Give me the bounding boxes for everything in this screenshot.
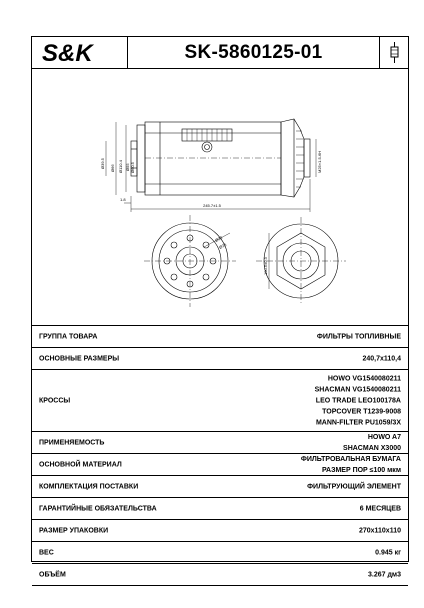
spec-label: ПРИМЕНЯЕМОСТЬ bbox=[39, 439, 105, 446]
header bbox=[32, 37, 408, 69]
spec-row bbox=[32, 564, 408, 586]
spec-value-line: 3.267 дм3 bbox=[368, 571, 401, 578]
spec-label: КОМПЛЕКТАЦИЯ ПОСТАВКИ bbox=[39, 483, 139, 490]
spec-label: КРОССЫ bbox=[39, 397, 71, 404]
technical-drawing-svg bbox=[32, 69, 408, 325]
spec-value-line: ФИЛЬТРЫ ТОПЛИВНЫЕ bbox=[316, 333, 401, 340]
spec-label: ГАРАНТИЙНЫЕ ОБЯЗАТЕЛЬСТВА bbox=[39, 505, 157, 512]
spec-value-line: 270x110x110 bbox=[358, 527, 401, 534]
spec-value-line: MANN-FILTER PU1059/3X bbox=[315, 419, 401, 426]
spec-value bbox=[343, 432, 401, 454]
fuel-filter-icon bbox=[380, 37, 409, 68]
spec-value-line: ФИЛЬТРОВАЛЬНАЯ БУМАГА bbox=[300, 455, 401, 463]
spec-value-line: SHACMAN VG1540080211 bbox=[314, 386, 401, 393]
spec-value-line: 240,7x110,4 bbox=[362, 355, 401, 362]
spec-row bbox=[32, 454, 408, 476]
spec-value-line: HOWO A7 bbox=[367, 433, 401, 441]
spec-value bbox=[368, 569, 401, 580]
spec-row bbox=[32, 348, 408, 370]
spec-value bbox=[301, 454, 401, 476]
spec-value-line: 0.945 кг bbox=[375, 549, 401, 556]
spec-label: РАЗМЕР УПАКОВКИ bbox=[39, 527, 109, 534]
dim-hex-thread: M25×1.5-6H bbox=[317, 150, 322, 173]
spec-row bbox=[32, 476, 408, 498]
spec-row bbox=[32, 542, 408, 564]
spec-value bbox=[375, 547, 401, 558]
logo-text: S&K bbox=[42, 40, 93, 67]
spec-value bbox=[307, 481, 401, 492]
spec-value-line: LEO TRADE LEO100178A bbox=[315, 397, 401, 404]
spec-value bbox=[315, 373, 401, 428]
technical-drawing bbox=[32, 69, 408, 326]
dim-diameter: Ø110.4 bbox=[118, 160, 123, 173]
spec-value bbox=[359, 525, 401, 536]
spec-value-line: HOWO VG1540080211 bbox=[327, 375, 401, 382]
spec-row bbox=[32, 326, 408, 348]
spec-table bbox=[32, 326, 408, 608]
spec-row bbox=[32, 520, 408, 542]
spec-label: ОСНОВНЫЕ РАЗМЕРЫ bbox=[39, 355, 120, 362]
spec-value-line: 6 МЕСЯЦЕВ bbox=[359, 505, 401, 512]
filter-front-view bbox=[144, 215, 236, 307]
spec-value-line: РАЗМЕР ПОР ≤100 мкм bbox=[321, 466, 401, 474]
spec-sheet bbox=[31, 36, 409, 578]
dim-d2: Ø55 bbox=[125, 163, 130, 171]
spec-row bbox=[32, 370, 408, 432]
dim-b: Ø25 bbox=[218, 241, 228, 250]
logo-cell bbox=[32, 37, 128, 68]
spec-label: ОБЪЁМ bbox=[39, 571, 66, 578]
spec-value bbox=[317, 331, 401, 342]
filter-rear-view bbox=[256, 217, 346, 305]
dim-length: 245.7±1.5 bbox=[203, 203, 221, 208]
spec-value-line: SHACMAN X3000 bbox=[343, 444, 401, 452]
dim-a: Ø20 bbox=[214, 234, 224, 243]
part-number-title: SK-5860125-01 bbox=[128, 37, 380, 68]
dim-small: 1.8 bbox=[120, 197, 126, 202]
dim-d3: Ø39.5 bbox=[100, 158, 105, 169]
dim-d4: Ø60.5 bbox=[130, 162, 135, 173]
spec-label: ГРУППА ТОВАРА bbox=[39, 333, 98, 340]
spec-value bbox=[360, 503, 401, 514]
filter-side-view bbox=[106, 119, 316, 212]
spec-value bbox=[362, 353, 401, 364]
spec-row bbox=[32, 498, 408, 520]
spec-value-line: TOPCOVER T1239-9008 bbox=[322, 408, 401, 415]
spec-label: ВЕС bbox=[39, 549, 54, 556]
spec-value-line: ФИЛЬТРУЮЩИЙ ЭЛЕМЕНТ bbox=[307, 483, 401, 490]
sk-brand-logo bbox=[32, 37, 128, 68]
spec-label: ОСНОВНОЙ МАТЕРИАЛ bbox=[39, 461, 122, 468]
dim-hex-side: 100.5±0.3 bbox=[263, 257, 268, 275]
spec-row bbox=[32, 586, 408, 608]
spec-row bbox=[32, 432, 408, 454]
icon-cell bbox=[380, 37, 409, 68]
dim-d1: Ø66 bbox=[110, 164, 115, 172]
